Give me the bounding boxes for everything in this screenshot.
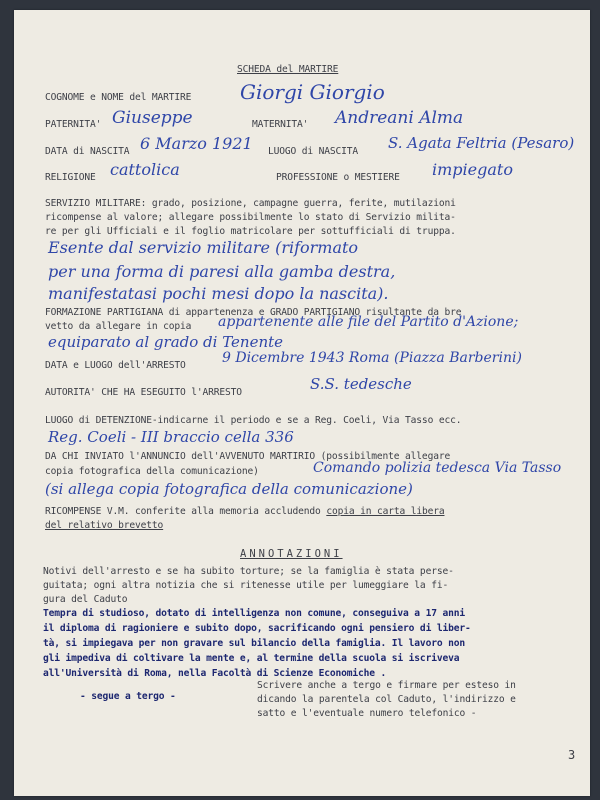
servizio-line-2: ricompense al valore; allegare possibilmente lo stato di Servizio milita-	[45, 212, 456, 223]
scrivere-line-2: dicando la parentela col Caduto, l'indirizzo e	[257, 694, 516, 705]
paternita-label: PATERNITA'	[45, 119, 102, 130]
formazione-line-1: FORMAZIONE PARTIGIANA di appartenenza e GRADO PARTIGIANO risultante da bre	[45, 307, 462, 318]
servizio-hand-2: per una forma di paresi alla gamba destra,	[48, 262, 396, 281]
ricompense-underlined: copia in carta libera	[326, 506, 445, 517]
scrivere-line-3: satto e l'eventuale numero telefonico -	[257, 708, 477, 719]
professione-value: impiegato	[432, 160, 513, 179]
detenzione-value: Reg. Coeli - III braccio cella 336	[48, 428, 294, 446]
autorita-label: AUTORITA' CHE HA ESEGUITO l'ARRESTO	[45, 387, 242, 398]
luogo-nascita-value: S. Agata Feltria (Pesaro)	[388, 134, 575, 152]
servizio-hand-3: manifestatasi pochi mesi dopo la nascita).	[48, 284, 389, 303]
invio-hand-2: (si allega copia fotografica della comunicazione)	[45, 480, 413, 498]
autorita-value: S.S. tedesche	[310, 375, 412, 393]
formazione-line-2: vetto da allegare in copia	[45, 321, 192, 332]
notivi-line-2: guitata; ogni altra notizia che si ritenesse utile per lumeggiare la fi-	[43, 580, 449, 591]
invio-hand-1: Comando polizia tedesca Via Tasso	[313, 460, 562, 476]
invio-line-2: copia fotografica della comunicazione)	[45, 466, 259, 477]
invio-line-1: DA CHI INVIATO l'ANNUNCIO dell'AVVENUTO MARTIRIO (possibilmente allegare	[45, 451, 451, 462]
formazione-hand-1: appartenente alle file del Partito d'Azione;	[218, 314, 519, 330]
formazione-hand-2: equiparato al grado di Tenente	[48, 333, 284, 351]
annot-line-2: il diploma di ragioniere e subito dopo, sacrificando ogni pensiero di liber-	[43, 623, 471, 634]
page-number: 3	[568, 748, 576, 762]
paternita-value: Giuseppe	[112, 108, 193, 128]
servizio-line-3: re per gli Ufficiali e il foglio matricolare per sottufficiali di truppa.	[45, 226, 456, 237]
data-nascita-value: 6 Marzo 1921	[140, 134, 253, 153]
data-nascita-label: DATA di NASCITA	[45, 146, 130, 157]
annot-line-4: gli impediva di coltivare la mente e, al termine della scuola si iscriveva	[43, 653, 460, 664]
servizio-line-1: SERVIZIO MILITARE: grado, posizione, campagne guerra, ferite, mutilazioni	[45, 198, 456, 209]
servizio-hand-1: Esente dal servizio militare (riformato	[48, 238, 359, 257]
notivi-line-3: gura del Caduto	[43, 594, 128, 605]
arresto-value: 9 Dicembre 1943 Roma (Piazza Barberini)	[222, 350, 522, 366]
ricompense-text: RICOMPENSE V.M. conferite alla memoria accludendo	[45, 506, 321, 517]
maternita-label: MATERNITA'	[252, 119, 309, 130]
maternita-value: Andreani Alma	[335, 108, 464, 128]
luogo-nascita-label: LUOGO di NASCITA	[268, 146, 359, 157]
scrivere-line-1: Scrivere anche a tergo e firmare per esteso in	[257, 680, 516, 691]
detenzione-label: LUOGO di DETENZIONE-indicarne il periodo e se a Reg. Coeli, Via Tasso ecc.	[45, 415, 462, 426]
cognome-label: COGNOME e NOME del MARTIRE	[45, 92, 192, 103]
ricompense-line-2: del relativo brevetto	[45, 520, 164, 531]
annot-line-5: all'Università di Roma, nella Facoltà di Scienze Economiche .	[43, 668, 387, 679]
religione-label: RELIGIONE	[45, 172, 96, 183]
annot-line-1: Tempra di studioso, dotato di intelligenza non comune, conseguiva a 17 anni	[43, 608, 465, 619]
segue-a-tergo: - segue a tergo -	[80, 691, 176, 702]
religione-value: cattolica	[110, 160, 180, 179]
form-title: SCHEDA del MARTIRE	[237, 64, 339, 75]
annot-line-3: tà, si impiegava per non gravare sul bilancio della famiglia. Il lavoro non	[43, 638, 465, 649]
annotazioni-title: ANNOTAZIONI	[240, 548, 343, 560]
arresto-label: DATA e LUOGO dell'ARRESTO	[45, 360, 186, 371]
ricompense-line-1	[45, 506, 444, 517]
cognome-value: Giorgi Giorgio	[240, 80, 385, 104]
professione-label: PROFESSIONE o MESTIERE	[276, 172, 400, 183]
notivi-line-1: Notivi dell'arresto e se ha subito torture; se la famiglia è stata perse-	[43, 566, 454, 577]
